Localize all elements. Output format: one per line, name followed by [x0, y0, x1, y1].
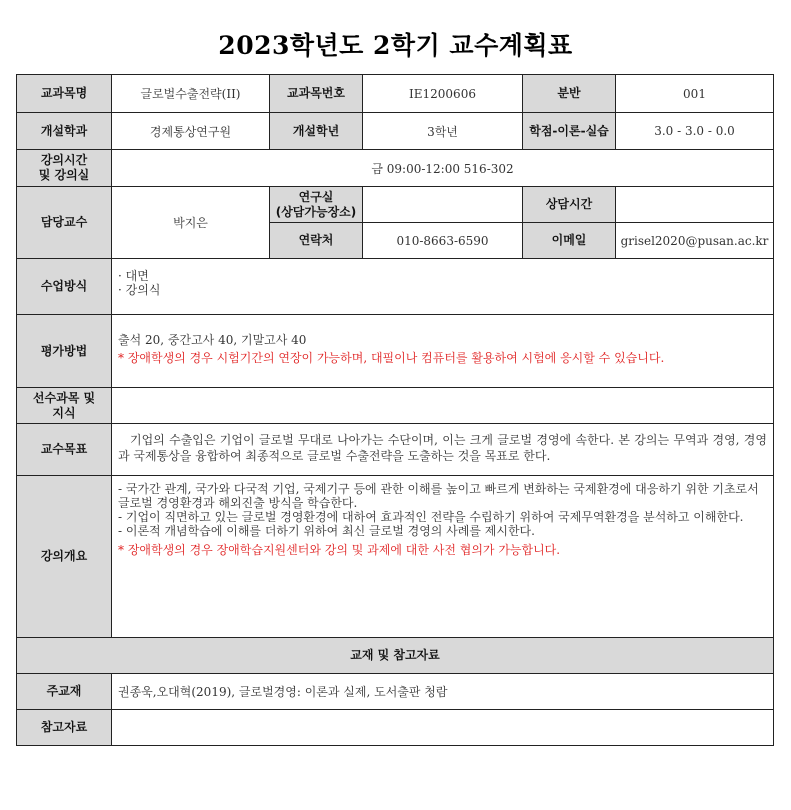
label-course-name: 교과목명: [17, 75, 112, 113]
row-prereq: [17, 388, 774, 424]
label-prereq: [17, 388, 112, 424]
value-credits: 3.0 - 3.0 - 0.0: [616, 113, 774, 150]
value-references: [112, 710, 774, 746]
label-time-room-line2: 및 강의실: [38, 168, 90, 182]
label-prereq-line1: 선수과목 및: [32, 390, 96, 405]
value-section: 001: [616, 75, 774, 113]
value-office: [363, 187, 523, 223]
label-section: 분반: [523, 75, 616, 113]
value-time-room: 금 09:00-12:00 516-302: [112, 150, 774, 187]
value-grade: 3학년: [363, 113, 523, 150]
label-overview: 강의개요: [17, 476, 112, 638]
value-office-hours: [616, 187, 774, 223]
overview-item-2: - 기업이 직면하고 있는 글로벌 경영환경에 대하여 효과적인 전략을 수립하기 위하여 국제무역환경을 분석하고 이해한다.: [118, 510, 744, 524]
label-email: 이메일: [523, 223, 616, 259]
label-grade: 개설학년: [270, 113, 363, 150]
method-item-2: · 강의식: [118, 283, 161, 297]
value-email: grisel2020@pusan.ac.kr: [616, 223, 774, 259]
row-materials-header: [17, 638, 774, 674]
label-time-room-line1: 강의시간: [40, 153, 88, 167]
label-goal: 교수목표: [17, 424, 112, 476]
row-overview: [17, 476, 774, 638]
label-office-hours: 상담시간: [523, 187, 616, 223]
value-prereq: [112, 388, 774, 424]
row-references: [17, 710, 774, 746]
label-references: 참고자료: [17, 710, 112, 746]
evaluation-note: * 장애학생의 경우 시험기간의 연장이 가능하며, 대필이나 컴퓨터를 활용하여 시험에 응시할 수 있습니다.: [118, 351, 665, 365]
value-goal: 기업의 수출입은 기업이 글로벌 무대로 나아가는 수단이며, 이는 크게 글로벌 경영에 속한다. 본 강의는 무역과 경영, 경영과 국제통상을 융합하여 최종적으로 글로벌 수출전략을 도출하는 것을 목표로 한다.: [112, 424, 774, 476]
label-professor: 담당교수: [17, 187, 112, 259]
row-method: [17, 259, 774, 315]
label-contact: 연락처: [270, 223, 363, 259]
overview-note: * 장애학생의 경우 장애학습지원센터와 강의 및 과제에 대한 사전 협의가 가능합니다.: [118, 543, 561, 557]
value-professor: 박지은: [112, 187, 270, 259]
row-department: [17, 113, 774, 150]
course-plan-table: [16, 74, 774, 746]
row-textbook: [17, 674, 774, 710]
value-course-no: IE1200606: [363, 75, 523, 113]
value-course-name: 글로벌수출전략(II): [112, 75, 270, 113]
page-title: 2023학년도 2학기 교수계획표: [218, 31, 573, 60]
label-prereq-line2: 지식: [52, 405, 76, 420]
value-textbook: 권종욱,오대혁(2019), 글로벌경영: 이론과 실제, 도서출판 청람: [112, 674, 774, 710]
overview-item-3: - 이론적 개념학습에 이해를 더하기 위하여 최신 글로벌 경영의 사례를 제시한다.: [118, 524, 535, 538]
evaluation-text: 출석 20, 중간고사 40, 기말고사 40: [118, 333, 307, 347]
row-professor-1: [17, 187, 774, 223]
value-overview: [112, 476, 774, 638]
method-item-1: · 대면: [118, 269, 149, 283]
row-time-room: [17, 150, 774, 187]
label-time-room: [17, 150, 112, 187]
value-method: [112, 259, 774, 315]
label-course-no: 교과목번호: [270, 75, 363, 113]
value-department: 경제통상연구원: [112, 113, 270, 150]
value-evaluation: [112, 315, 774, 388]
label-textbook: 주교재: [17, 674, 112, 710]
row-goal: [17, 424, 774, 476]
label-office-line1: 연구실: [298, 189, 334, 204]
label-method: 수업방식: [17, 259, 112, 315]
overview-item-1: - 국가간 관계, 국가와 다국적 기업, 국제기구 등에 관한 이해를 높이고 빠르게 변화하는 국제환경에 대응하기 위한 기초로서 글로벌 경영환경과 해외진출 방식을 학습한다.: [118, 482, 759, 510]
value-contact: 010-8663-6590: [363, 223, 523, 259]
label-credits: 학점-이론-실습: [523, 113, 616, 150]
label-department: 개설학과: [17, 113, 112, 150]
row-evaluation: [17, 315, 774, 388]
label-evaluation: 평가방법: [17, 315, 112, 388]
row-course-info: [17, 75, 774, 113]
materials-header: 교재 및 참고자료: [17, 638, 774, 674]
label-office: [270, 187, 363, 223]
label-office-line2: (상담가능장소): [275, 204, 357, 219]
